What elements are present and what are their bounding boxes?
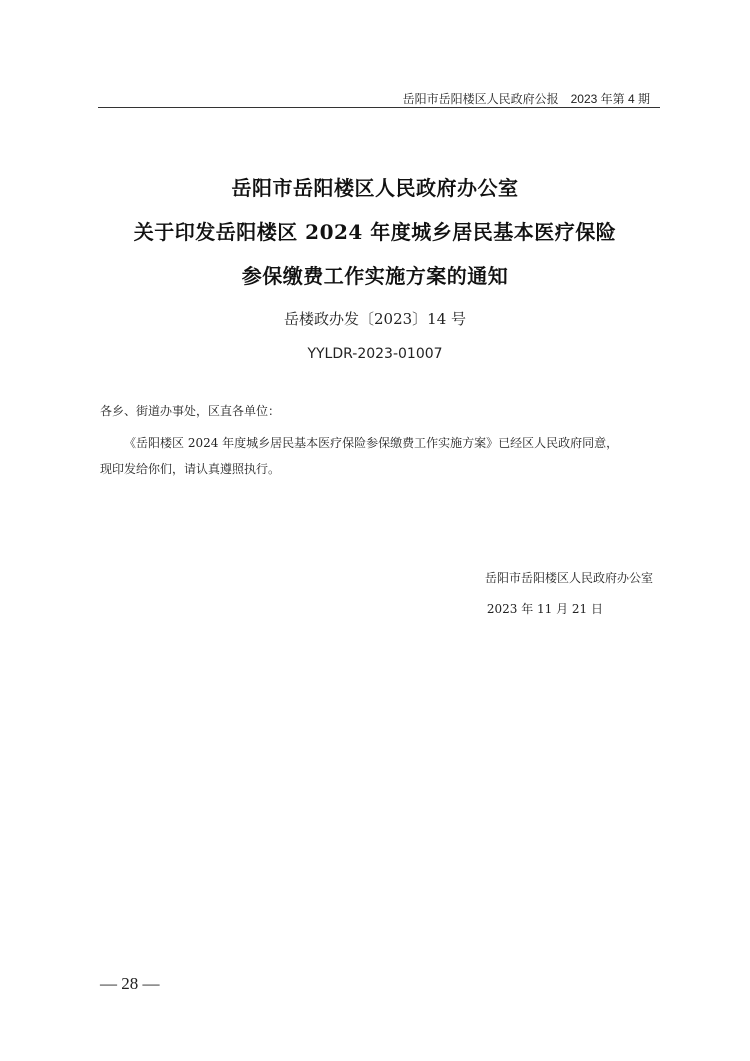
page-number: — 28 — [100,974,160,993]
header-divider [98,107,660,108]
issue-date: 2023 年 11 月 21 日 [486,602,603,616]
title-line-3: 参保缴费工作实施方案的通知 [241,264,509,288]
paragraph-line-1: 《岳阳楼区 2024 年度城乡居民基本医疗保险参保缴费工作实施方案》已经区人民政府同意， [124,436,619,450]
registration-code: YYLDR-2023-01007 [307,346,443,362]
title-line-1: 岳阳市岳阳楼区人民政府办公室 [231,176,519,200]
bulletin-header-text: 岳阳市岳阳楼区人民政府公报 2023 年第 4 期 [402,92,650,106]
title-line-2: 关于印发岳阳楼区 2024 年度城乡居民基本医疗保险 [133,220,617,244]
paragraph-line-2: 现印发给你们，请认真遵照执行。 [100,462,281,476]
salutation: 各乡、街道办事处，区直各单位： [100,404,281,418]
issuer-name: 岳阳市岳阳楼区人民政府办公室 [484,571,653,585]
document-number: 岳楼政办发〔2023〕14 号 [283,310,467,328]
